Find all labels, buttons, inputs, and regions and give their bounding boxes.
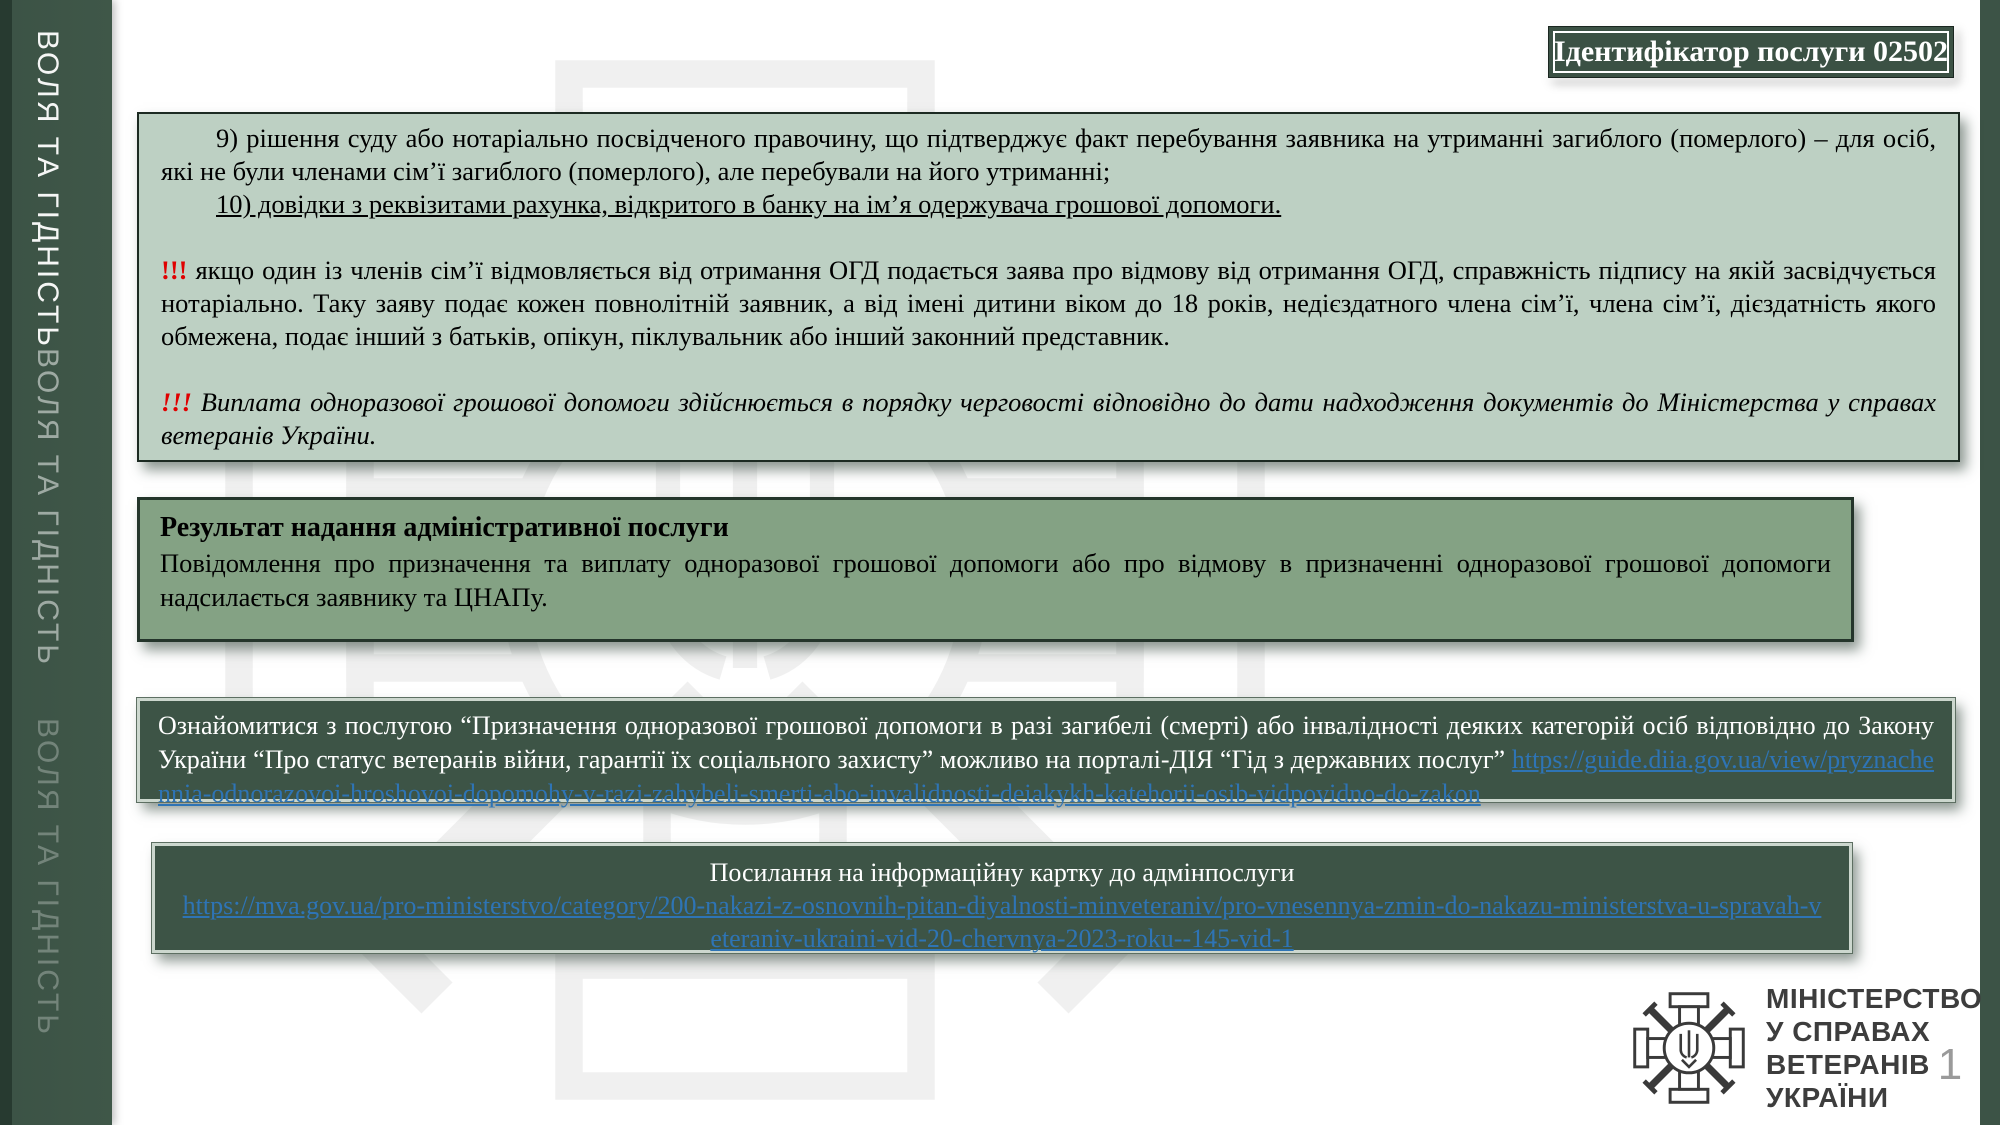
sidebar	[0, 0, 112, 1125]
service-id-plate	[1548, 26, 1954, 78]
result-box-title: Результат надання адміністративної послуги	[160, 512, 729, 543]
ministry-logo-icon	[1630, 989, 1748, 1107]
ministry-name-line: УКРАЇНИ	[1766, 1082, 1889, 1113]
warning-refusal-text: якщо один із членів сім’ї відмовляється від отримання ОГД подається заява про відмову від отримання ОГД, справжність підпису на якій засвідчується нотаріально. Таку заяву подає кожен повнолітній заявник, а від імені дитини віком до 18 років, недієздатного члена сім’ї, члена сім’ї, дієздатність якого обмежена, подає інший з батьків, опікун, піклувальник або інший законний представник.	[161, 255, 1936, 351]
info-card-title: Посилання на інформаційну картку до адмінпослуги	[709, 858, 1295, 887]
requirement-item-9: 9) рішення суду або нотаріально посвідченого правочину, що підтверджує факт перебування заявника на утриманні загиблого (померлого) – для осіб, які не були членами сім’ї загиблого (померлого), але перебували на його утриманні;	[161, 123, 1936, 186]
result-box-body: Повідомлення про призначення та виплату одноразової грошової допомоги або про відмову в призначенні одноразової грошової допомоги надсилається заявнику та ЦНАПу.	[160, 548, 1831, 612]
right-edge-strip	[1980, 0, 2000, 1125]
sidebar-motto-1: ВОЛЯ ТА ГІДНІСТЬ	[31, 30, 64, 349]
info-card-box	[152, 843, 1852, 953]
requirement-item-10: 10) довідки з реквізитами рахунка, відкритого в банку на ім’я одержувача грошової допомоги.	[216, 189, 1282, 219]
diia-guide-link[interactable]: https://guide.diia.gov.ua/view/pryznachennia-odnorazovoi-hroshovoi-dopomohy-v-razi-zahybeli-smerti-abo-invalidnosti-deiakykh-katehorii-osib-vidpovidno-do-zakon	[158, 745, 1934, 808]
warning-payment-order-text: Виплата одноразової грошової допомоги здійснюється в порядку черговості відповідно до дати надходження документів до Міністерства у справах ветеранів України.	[161, 387, 1936, 450]
diia-guide-paragraph	[158, 709, 1934, 811]
ministry-name-line: МІНІСТЕРСТВО	[1766, 983, 1983, 1014]
warning-payment-order	[161, 386, 1936, 452]
diia-guide-box	[137, 698, 1955, 808]
service-id-label: Ідентифікатор послуги 02502	[1554, 35, 1948, 68]
spacer	[161, 221, 1936, 254]
sidebar-motto-2: ВОЛЯ ТА ГІДНІСТЬ	[31, 348, 64, 667]
sidebar-motto-3: ВОЛЯ ТА ГІДНІСТЬ	[31, 718, 64, 1037]
result-box	[137, 497, 1854, 642]
spacer	[161, 353, 1936, 386]
diia-guide-text: Ознайомитися з послугою “Призначення одноразової грошової допомоги в разі загибелі (смерті) або інвалідності деяких категорій осіб відповідно до Закону України “Про статус ветеранів війни, гарантії їх соціального захисту” можливо на порталі-ДІЯ “Гід з державних послуг”	[158, 711, 1934, 774]
requirements-box	[137, 112, 1960, 462]
warning-marker: !!!	[161, 255, 188, 285]
info-card-link[interactable]: https://mva.gov.ua/pro-ministerstvo/category/200-nakazi-z-osnovnih-pitan-diyalnosti-minveteraniv/pro-vnesennya-zmin-do-nakazu-ministerstva-u-spravah-veteraniv-ukraini-vid-20-chervnya-2023-roku--145-vid-1	[182, 891, 1822, 953]
warning-marker: !!!	[161, 387, 192, 417]
ministry-name-line: У СПРАВАХ	[1766, 1016, 1931, 1047]
page-number: 1	[1937, 1040, 1963, 1089]
warning-refusal	[161, 254, 1936, 353]
ministry-name-line: ВЕТЕРАНІВ	[1766, 1049, 1930, 1080]
